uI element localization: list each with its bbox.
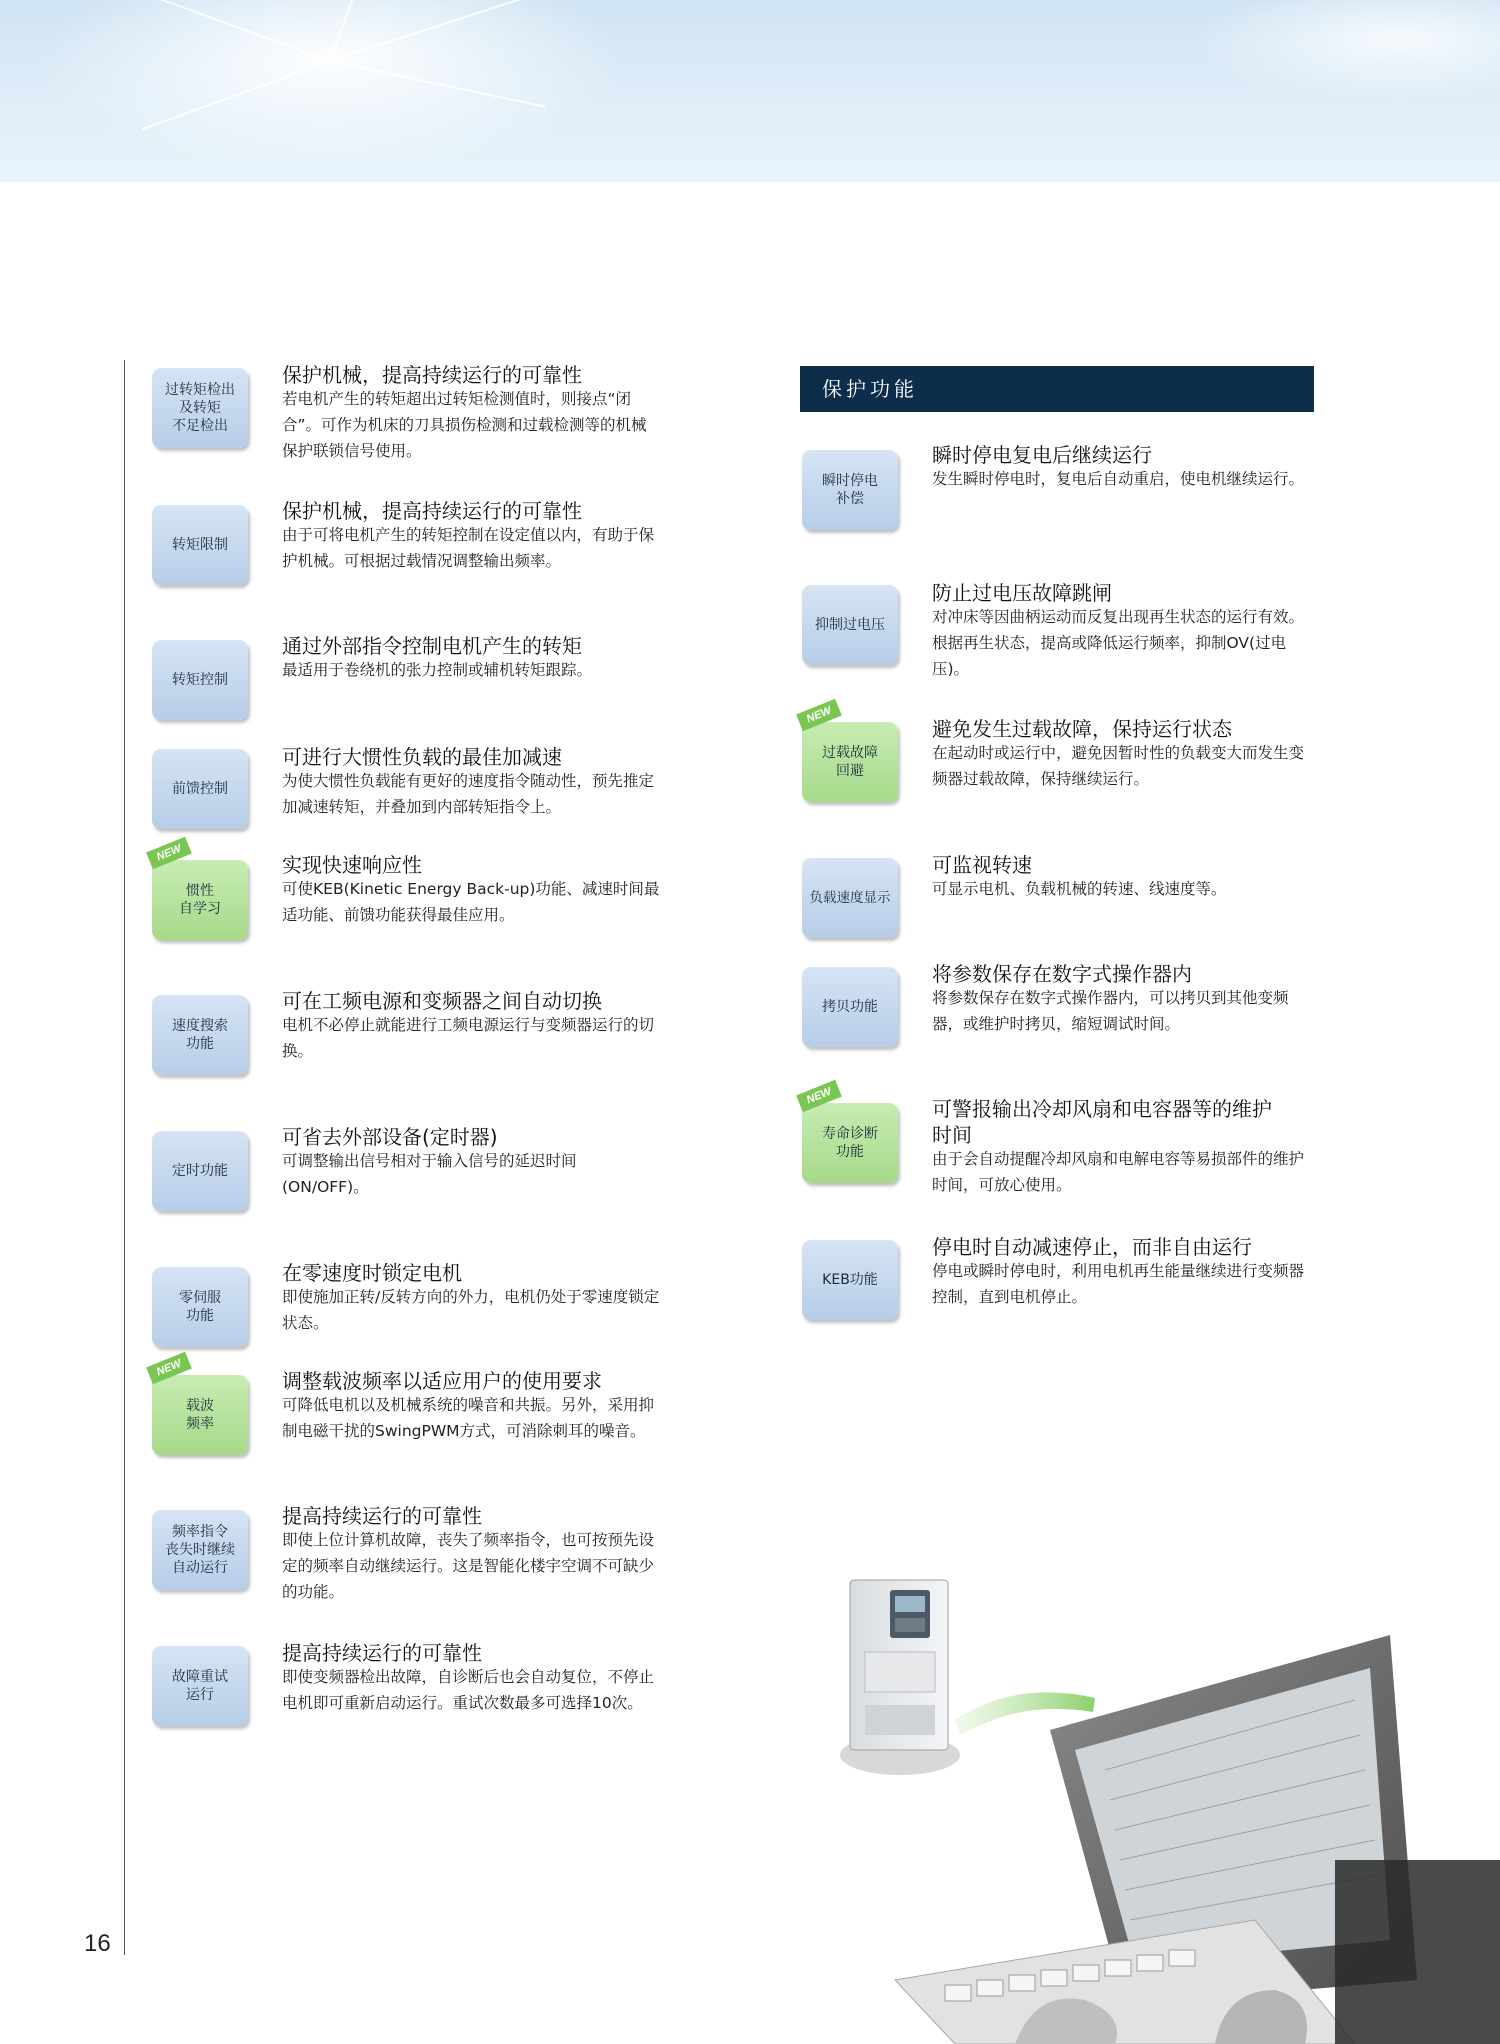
feature-badge: 瞬时停电 补偿 [802,450,898,530]
feature-badge: 过转矩检出 及转矩 不足检出 [152,368,248,448]
feature-description: 可调整输出信号相对于输入信号的延迟时间(ON/OFF)。 [282,1152,577,1196]
feature-description: 可使KEB(Kinetic Energy Back-up)功能、减速时间最适功能、前馈功能获得最佳应用。 [282,880,660,924]
feature-badge: 惯性 自学习 [152,860,248,940]
feature-description: 电机不必停止就能进行工频电源运行与变频器运行的切换。 [282,1016,655,1060]
feature-description: 即使上位计算机故障，丧失了频率指令，也可按预先设定的频率自动继续运行。这是智能化楼宇空调不可缺少的功能。 [282,1531,655,1601]
new-tag: NEW [796,1080,842,1112]
feature-title: 可进行大惯性负载的最佳加减速 [282,745,562,769]
feature-description: 由于可将电机产生的转矩控制在设定值以内，有助于保护机械。可根据过载情况调整输出频率。 [282,526,655,570]
new-tag: NEW [146,1352,192,1384]
feature-title: 通过外部指令控制电机产生的转矩 [282,634,582,658]
feature-badge: 转矩控制 [152,640,248,720]
top-banner [0,0,1500,182]
feature-title: 在零速度时锁定电机 [282,1261,462,1285]
feature-title: 避免发生过载故障，保持运行状态 [932,717,1232,741]
page-number: 16 [84,1930,111,1957]
new-tag: NEW [796,699,842,731]
feature-badge: 故障重试 运行 [152,1646,248,1726]
feature-description: 发生瞬时停电时，复电后自动重启，使电机继续运行。 [932,470,1305,488]
feature-description: 即使变频器检出故障，自诊断后也会自动复位，不停止电机即可重新启动运行。重试次数最多可选择10次。 [282,1668,655,1712]
feature-title: 可在工频电源和变频器之间自动切换 [282,989,602,1013]
new-tag: NEW [146,837,192,869]
feature-badge: 频率指令 丧失时继续 自动运行 [152,1510,248,1590]
feature-badge: 定时功能 [152,1131,248,1211]
feature-badge: 寿命诊断 功能 [802,1103,898,1183]
feature-badge: KEB功能 [802,1240,898,1320]
feature-title: 调整载波频率以适应用户的使用要求 [282,1369,602,1393]
section-header: 保护功能 [800,366,1314,412]
feature-description: 可显示电机、负载机械的转速、线速度等。 [932,880,1227,898]
feature-badge: 过载故障 回避 [802,722,898,802]
feature-badge: 抑制过电压 [802,585,898,665]
feature-description: 最适用于卷绕机的张力控制或辅机转矩跟踪。 [282,661,593,679]
feature-badge: 速度搜索 功能 [152,995,248,1075]
feature-title: 将参数保存在数字式操作器内 [932,962,1192,986]
feature-description: 由于会自动提醒冷却风扇和电解电容等易损部件的维护时间，可放心使用。 [932,1150,1305,1194]
feature-description: 可降低电机以及机械系统的噪音和共振。另外，采用抑制电磁干扰的SwingPWM方式，可消除刺耳的噪音。 [282,1396,655,1440]
feature-badge: 前馈控制 [152,749,248,829]
feature-description: 若电机产生的转矩超出过转矩检测值时，则接点“闭合”。可作为机床的刀具损伤检测和过载检测等的机械保护联锁信号使用。 [282,390,647,460]
feature-title: 可省去外部设备(定时器) [282,1125,498,1149]
feature-badge: 零伺服 功能 [152,1267,248,1347]
feature-title: 保护机械，提高持续运行的可靠性 [282,363,582,387]
feature-description: 对冲床等因曲柄运动而反复出现再生状态的运行有效。根据再生状态，提高或降低运行频率，抑制OV(过电压)。 [932,608,1305,678]
feature-title: 保护机械，提高持续运行的可靠性 [282,499,582,523]
feature-title: 提高持续运行的可靠性 [282,1641,482,1665]
inverter-and-computer-illustration [835,1560,1500,2044]
feature-description: 即使施加正转/反转方向的外力，电机仍处于零速度锁定状态。 [282,1288,660,1332]
feature-badge: 负载速度显示 [802,858,898,938]
feature-badge: 转矩限制 [152,505,248,585]
feature-title: 可监视转速 [932,853,1032,877]
feature-title: 可警报输出冷却风扇和电容器等的维护 时间 [932,1097,1272,1147]
feature-description: 在起动时或运行中，避免因暂时性的负载变大而发生变频器过载故障，保持继续运行。 [932,744,1305,788]
feature-badge: 载波 频率 [152,1375,248,1455]
feature-title: 防止过电压故障跳闸 [932,581,1112,605]
feature-description: 停电或瞬时停电时，利用电机再生能量继续进行变频器控制，直到电机停止。 [932,1262,1305,1306]
feature-description: 将参数保存在数字式操作器内，可以拷贝到其他变频器，或维护时拷贝，缩短调试时间。 [932,989,1289,1033]
feature-description: 为使大惯性负载能有更好的速度指令随动性，预先推定加减速转矩，并叠加到内部转矩指令上。 [282,772,655,816]
feature-title: 提高持续运行的可靠性 [282,1504,482,1528]
feature-title: 瞬时停电复电后继续运行 [932,443,1152,467]
feature-title: 停电时自动减速停止，而非自由运行 [932,1235,1252,1259]
margin-rule [124,360,125,1955]
feature-title: 实现快速响应性 [282,853,422,877]
feature-badge: 拷贝功能 [802,967,898,1047]
